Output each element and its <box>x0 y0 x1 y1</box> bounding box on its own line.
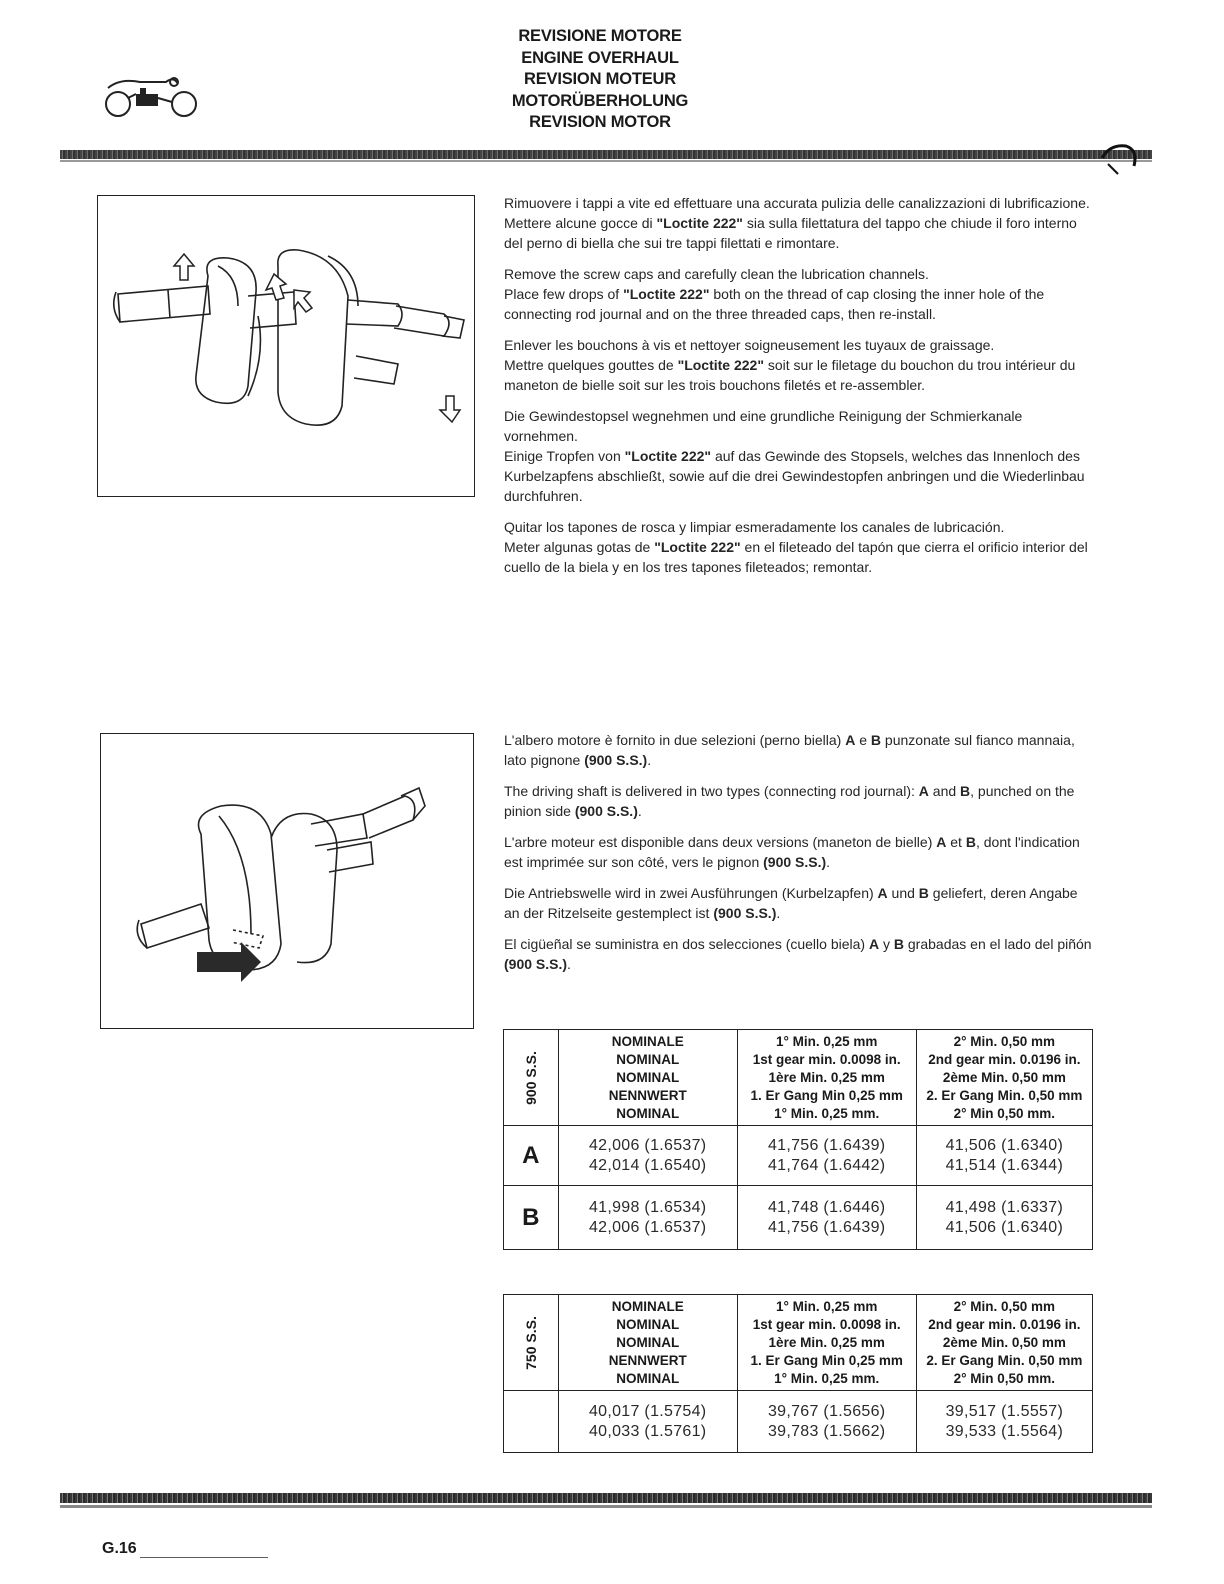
text-segment: The driving shaft is delivered in two types (connecting rod journal): <box>504 783 919 799</box>
nominal-cell <box>558 1126 737 1186</box>
value-line: 39,517 (1.5557) <box>945 1402 1064 1420</box>
selection-a: A <box>868 936 880 952</box>
header-line: 2. Er Gang Min. 0,50 mm <box>926 1087 1083 1103</box>
title-fr: REVISION MOTEUR <box>524 70 676 88</box>
table-row <box>504 1126 1093 1186</box>
table-header-row <box>504 1030 1093 1126</box>
text-segment: grabadas en el lado del piñón <box>904 936 1092 952</box>
header-line: 2nd gear min. 0.0196 in. <box>928 1051 1081 1067</box>
value-line: 42,006 (1.6537) <box>588 1136 707 1154</box>
value-line: 41,756 (1.6439) <box>767 1218 886 1236</box>
text-segment: . <box>826 854 831 870</box>
crankshaft-drawing-icon <box>98 196 474 496</box>
header-line: NOMINAL <box>616 1105 680 1121</box>
value-line: 39,533 (1.5564) <box>945 1422 1064 1440</box>
value-line: 41,506 (1.6340) <box>945 1136 1064 1154</box>
text-segment: und <box>887 885 919 901</box>
text-segment: Einige Tropfen von <box>504 448 625 464</box>
header-line: 1° Min. 0,25 mm. <box>774 1370 880 1386</box>
value-line: 41,998 (1.6534) <box>588 1198 707 1216</box>
paragraph-es <box>504 934 1094 974</box>
selection-b: B <box>870 732 882 748</box>
text-segment: Mettere alcune gocce di <box>504 215 657 231</box>
header-line: 1. Er Gang Min 0,25 mm <box>750 1352 903 1368</box>
text-segment: Die Gewindestopsel wegnehmen und eine grundliche Reinigung der Schmierkanale vornehmen. <box>504 408 1023 444</box>
model-label: 750 S.S. <box>522 1315 539 1370</box>
first-cell <box>737 1126 916 1186</box>
text-segment: Enlever les bouchons à vis et nettoyer soigneusement les tuyaux de graissage. <box>504 337 995 353</box>
text-segment: et <box>946 834 966 850</box>
header-line: NOMINAL <box>616 1316 680 1332</box>
selection-a: A <box>918 783 929 799</box>
second-cell <box>916 1391 1092 1453</box>
header-rule <box>60 150 1152 159</box>
spec-table-750ss <box>503 1294 1093 1453</box>
value-line: 41,756 (1.6439) <box>767 1136 886 1154</box>
crankshaft-figure-2 <box>100 733 474 1029</box>
title-de: MOTORÜBERHOLUNG <box>511 91 689 110</box>
text-segment: . <box>637 803 642 819</box>
selection-a: A <box>845 732 856 748</box>
model-cell <box>504 1030 559 1126</box>
value-line: 42,006 (1.6537) <box>588 1218 707 1236</box>
loctite-label: "Loctite 222" <box>654 539 741 555</box>
table-row <box>504 1391 1093 1453</box>
value-line: 41,748 (1.6446) <box>767 1198 886 1216</box>
header-line: 2ème Min. 0,50 mm <box>942 1334 1066 1350</box>
header-line: 1° Min. 0,25 mm <box>775 1033 878 1049</box>
header-line: NENNWERT <box>608 1352 687 1368</box>
text-segment: Rimuovere i tappi a vite ed effettuare una accurata pulizia delle canalizzazioni di lubrificazione. <box>504 195 1090 211</box>
header-line: NOMINALE <box>611 1033 684 1049</box>
text-segment: Remove the screw caps and carefully clean the lubrication channels. <box>504 266 929 282</box>
row-label <box>504 1391 559 1453</box>
text-segment: Place few drops of <box>504 286 624 302</box>
header-line: 1ère Min. 0,25 mm <box>768 1069 885 1085</box>
first-undersize-header <box>737 1030 916 1126</box>
crankshaft-marking-drawing-icon <box>101 734 473 1028</box>
loctite-label: "Loctite 222" <box>656 215 743 231</box>
text-segment: e <box>855 732 871 748</box>
lubrication-instructions <box>504 193 1094 588</box>
text-segment: both on the thread of cap closing the inner hole of the connecting rod journal and on the three threaded caps, then re-install. <box>504 286 1045 322</box>
header-line: NOMINAL <box>616 1370 680 1386</box>
title-es: REVISION MOTOR <box>529 113 671 131</box>
crankshaft-selection-text <box>504 730 1094 985</box>
section-title-block <box>470 26 730 134</box>
loctite-label: "Loctite 222" <box>677 357 764 373</box>
header-line: 2° Min 0,50 mm. <box>953 1370 1056 1386</box>
table-row <box>504 1186 1093 1250</box>
first-cell <box>737 1391 916 1453</box>
model-ref: (900 S.S.) <box>504 956 568 972</box>
header-line: 1° Min. 0,25 mm <box>775 1298 878 1314</box>
model-ref: (900 S.S.) <box>584 752 648 768</box>
text-segment: auf das Gewinde des Stopsels, welches das Innenloch des Kurbelzapfens abschließt, sowie auf die drei Gewindestopfen anbringen und die Wiederlinbau durchfuhren. <box>504 448 1085 504</box>
text-segment: L'albero motore è fornito in due selezioni (perno biella) <box>504 732 846 748</box>
selection-b: B <box>893 936 904 952</box>
text-segment: geliefert, deren Angabe an der Ritzelseite gestemplect ist <box>504 885 1078 921</box>
text-segment: Die Antriebswelle wird in zwei Ausführungen (Kurbelzapfen) <box>504 885 878 901</box>
text-segment: El cigüeñal se suministra en dos selecciones (cuello biela) <box>504 936 869 952</box>
value-line: 39,767 (1.5656) <box>767 1402 886 1420</box>
first-cell <box>737 1186 916 1250</box>
second-cell <box>916 1186 1092 1250</box>
value-line: 40,017 (1.5754) <box>588 1402 707 1420</box>
header-line: 2° Min. 0,50 mm <box>953 1298 1056 1314</box>
selection-a: A <box>877 885 888 901</box>
text-segment: soit sur le filetage du bouchon du trou intérieur du maneton de bielle soit sur les trois bouchons filetés et re-assembler. <box>504 357 1076 393</box>
header-line: 2° Min. 0,50 mm <box>953 1033 1056 1049</box>
value-line: 41,498 (1.6337) <box>945 1198 1064 1216</box>
row-label: A <box>504 1126 559 1186</box>
model-ref: (900 S.S.) <box>763 854 827 870</box>
text-segment: punzonate sul fianco mannaia, lato pignone <box>504 732 1075 768</box>
value-line: 41,764 (1.6442) <box>767 1156 886 1174</box>
paragraph-it <box>504 730 1094 770</box>
motorcycle-logo-icon <box>100 74 200 120</box>
page-number: G.16 <box>102 1540 137 1557</box>
nominal-header <box>558 1295 737 1391</box>
row-label: B <box>504 1186 559 1250</box>
text-segment: and <box>928 783 961 799</box>
text-segment: Meter algunas gotas de <box>504 539 655 555</box>
second-undersize-header <box>916 1030 1092 1126</box>
model-ref: (900 S.S.) <box>574 803 638 819</box>
text-segment: Quitar los tapones de rosca y limpiar esmeradamente los canales de lubricación. <box>504 519 1005 535</box>
text-segment: en el fileteado del tapón que cierra el orificio interior del cuello de la biela y en los tres tapones fileteados; remontar. <box>504 539 1088 575</box>
selection-b: B <box>960 783 971 799</box>
text-segment: . <box>647 752 652 768</box>
crankshaft-figure-1 <box>97 195 475 497</box>
header-line: NOMINAL <box>616 1051 680 1067</box>
spec-table-900ss <box>503 1029 1093 1250</box>
value-line: 40,033 (1.5761) <box>588 1422 707 1440</box>
table-header-row <box>504 1295 1093 1391</box>
title-it: REVISIONE MOTORE <box>518 27 682 45</box>
text-segment: , dont l'indication est imprimée sur son côté, vers le pignon <box>504 834 1080 870</box>
selection-a: A <box>936 834 947 850</box>
text-segment: y <box>879 936 894 952</box>
text-segment: , punched on the pinion side <box>504 783 1075 819</box>
header-line: NOMINAL <box>616 1334 680 1350</box>
header-line: 1st gear min. 0.0098 in. <box>752 1316 901 1332</box>
value-line: 41,514 (1.6344) <box>945 1156 1064 1174</box>
text-segment: Mettre quelques gouttes de <box>504 357 678 373</box>
text-segment: L'arbre moteur est disponible dans deux versions (maneton de bielle) <box>504 834 937 850</box>
nominal-header <box>558 1030 737 1126</box>
header-line: NOMINALE <box>611 1298 684 1314</box>
header-line: 1. Er Gang Min 0,25 mm <box>750 1087 903 1103</box>
header-line: 2ème Min. 0,50 mm <box>942 1069 1066 1085</box>
header-line: 2° Min 0,50 mm. <box>953 1105 1056 1121</box>
selection-b: B <box>918 885 929 901</box>
paragraph-de <box>504 883 1094 923</box>
header-line: NOMINAL <box>616 1069 680 1085</box>
paragraph-es <box>504 517 1094 577</box>
nominal-cell <box>558 1391 737 1453</box>
paragraph-en <box>504 264 1094 324</box>
header-line: 2nd gear min. 0.0196 in. <box>928 1316 1081 1332</box>
model-cell <box>504 1295 559 1391</box>
header-line: 1st gear min. 0.0098 in. <box>752 1051 901 1067</box>
paragraph-fr <box>504 335 1094 395</box>
title-en: ENGINE OVERHAUL <box>521 48 679 67</box>
paragraph-en <box>504 781 1094 821</box>
header-line: 1ère Min. 0,25 mm <box>768 1334 885 1350</box>
header-line: 2. Er Gang Min. 0,50 mm <box>926 1352 1083 1368</box>
loctite-label: "Loctite 222" <box>624 448 712 464</box>
value-line: 42,014 (1.6540) <box>588 1156 707 1174</box>
value-line: 41,506 (1.6340) <box>945 1218 1064 1236</box>
page-corner-mark-icon <box>1098 140 1148 180</box>
paragraph-fr <box>504 832 1094 872</box>
page-number-underline <box>140 1557 268 1558</box>
value-line: 39,783 (1.5662) <box>767 1422 886 1440</box>
text-segment: . <box>776 905 781 921</box>
selection-b: B <box>965 834 976 850</box>
second-undersize-header <box>916 1295 1092 1391</box>
nominal-cell <box>558 1186 737 1250</box>
text-segment: sia sulla filettatura del tappo che chiude il foro interno del perno di biella che sui tre tappi filettati e rimontare. <box>504 215 1077 251</box>
model-ref: (900 S.S.) <box>713 905 777 921</box>
paragraph-de <box>504 406 1094 506</box>
header-line: 1° Min. 0,25 mm. <box>774 1105 880 1121</box>
second-cell <box>916 1126 1092 1186</box>
text-segment: . <box>567 956 571 972</box>
first-undersize-header <box>737 1295 916 1391</box>
model-label: 900 S.S. <box>522 1050 539 1105</box>
footer-rule <box>60 1493 1152 1503</box>
loctite-label: "Loctite 222" <box>623 286 710 302</box>
paragraph-it <box>504 193 1094 253</box>
header-line: NENNWERT <box>608 1087 687 1103</box>
